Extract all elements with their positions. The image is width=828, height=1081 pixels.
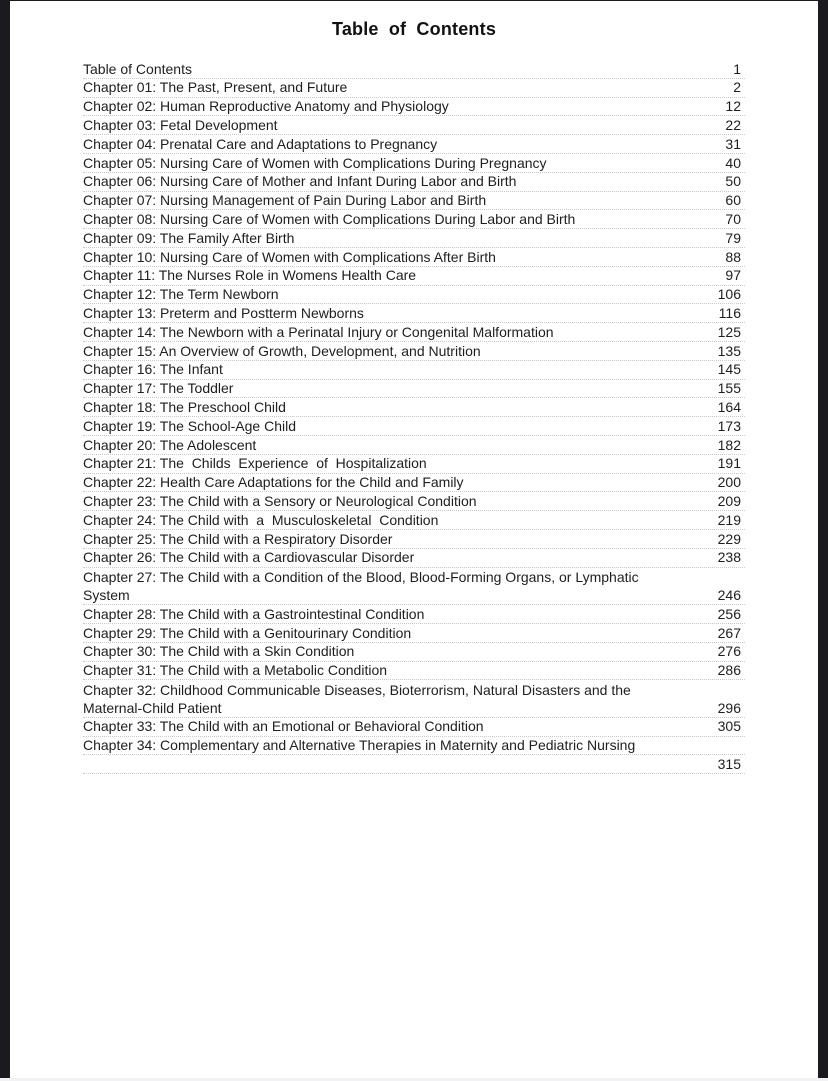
- toc-leader-line: [83, 135, 745, 154]
- toc-leader-line: [83, 755, 745, 774]
- toc-page-number: 116: [718, 304, 741, 321]
- toc-page-number: 219: [717, 511, 741, 528]
- toc-entry-label: Chapter 34: Complementary and Alternative Therapies in Maternity and Pediatric Nursing: [83, 737, 636, 754]
- toc-entry: [83, 361, 745, 380]
- toc-entry: [83, 79, 745, 98]
- toc-entry-label: Chapter 11: The Nurses Role in Womens Health Care: [83, 267, 417, 284]
- toc-page-number: 88: [725, 248, 741, 265]
- toc-entry-label: Chapter 15: An Overview of Growth, Development, and Nutrition: [83, 342, 481, 359]
- toc-page-number: 256: [717, 605, 741, 622]
- toc-entry: [83, 417, 745, 436]
- toc-entry: [83, 398, 745, 417]
- toc-entry-label: Chapter 30: The Child with a Skin Condition: [83, 643, 355, 660]
- toc-entry-label: Chapter 05: Nursing Care of Women with Complications During Pregnancy: [83, 154, 547, 171]
- toc-entry-label: Chapter 09: The Family After Birth: [83, 229, 295, 246]
- toc-page-number: 200: [717, 474, 741, 491]
- toc-entry: [83, 511, 745, 530]
- toc-leader-line: [83, 210, 745, 229]
- toc-entry-label: Chapter 25: The Child with a Respiratory Disorder: [83, 530, 393, 547]
- toc-entry: [83, 624, 745, 643]
- toc-entry-label: Chapter 29: The Child with a Genitourinary Condition: [83, 624, 412, 641]
- page-right-border: [818, 0, 828, 1078]
- toc-page-number: 145: [717, 361, 741, 378]
- toc-entry-label: Chapter 01: The Past, Present, and Future: [83, 79, 348, 96]
- toc-entry: [83, 210, 745, 229]
- toc-leader-line: [83, 699, 745, 718]
- toc-page-number: 31: [725, 135, 741, 152]
- toc-entry-label: Chapter 23: The Child with a Sensory or Neurological Condition: [83, 492, 477, 509]
- toc-entry-label: Chapter 19: The School-Age Child: [83, 417, 296, 434]
- toc-page-number: 238: [717, 549, 741, 566]
- toc-entry: [83, 737, 745, 775]
- toc-entry: [83, 436, 745, 455]
- toc-leader-line: [83, 436, 745, 455]
- toc-leader-line: [83, 192, 745, 211]
- toc-leader-line: [83, 154, 745, 173]
- toc-page-number: 155: [717, 380, 741, 397]
- toc-entry-label-continued: Maternal-Child Patient: [83, 699, 222, 716]
- toc-entry-label: Chapter 10: Nursing Care of Women with Complications After Birth: [83, 248, 496, 265]
- toc-entry: [83, 98, 745, 117]
- toc-entry: [83, 60, 745, 79]
- toc-leader-line: [83, 605, 745, 624]
- toc-page-number: 135: [717, 342, 741, 359]
- toc-entry-label: Chapter 17: The Toddler: [83, 380, 234, 397]
- toc-entry-label: Chapter 02: Human Reproductive Anatomy and Physiology: [83, 98, 449, 115]
- toc-entry-label: Chapter 12: The Term Newborn: [83, 286, 279, 303]
- toc-leader-line: [83, 718, 745, 737]
- toc-entry-label: Chapter 24: The Child with a Musculoskeletal Condition: [83, 511, 439, 528]
- toc-page-number: 276: [717, 643, 741, 660]
- toc-leader-line: [83, 380, 745, 399]
- page-top-border: [0, 0, 828, 1]
- toc-leader-line: [83, 549, 745, 568]
- toc-leader-line: [83, 173, 745, 192]
- page-left-border: [0, 0, 10, 1078]
- toc-entry-label: Chapter 07: Nursing Management of Pain During Labor and Birth: [83, 192, 487, 209]
- toc-leader-line: [83, 286, 745, 305]
- toc-leader-line: [83, 492, 745, 511]
- toc-leader-line: [83, 342, 745, 361]
- toc-entry-label: Chapter 16: The Infant: [83, 361, 223, 378]
- toc-entry-label: Chapter 03: Fetal Development: [83, 116, 278, 133]
- toc-page-number: 246: [717, 586, 741, 603]
- toc-leader-line: [83, 361, 745, 380]
- toc-leader-line: [83, 98, 745, 117]
- toc-page-number: 191: [717, 455, 741, 472]
- toc-entry: [83, 154, 745, 173]
- toc-entry-label: Chapter 33: The Child with an Emotional or Behavioral Condition: [83, 718, 484, 735]
- toc-page-number: 267: [717, 624, 741, 641]
- toc-leader-line: [83, 323, 745, 342]
- toc-entry: [83, 304, 745, 323]
- toc-entry: [83, 286, 745, 305]
- toc-entry-label-continued: System: [83, 586, 130, 603]
- toc-page-number: 70: [725, 210, 741, 227]
- toc-entry-line: [83, 680, 745, 699]
- toc-leader-line: [83, 511, 745, 530]
- toc-entry: [83, 192, 745, 211]
- toc-leader-line: [83, 586, 745, 605]
- toc-page-number: 209: [717, 492, 741, 509]
- toc-leader-line: [83, 304, 745, 323]
- toc-entry-label: Chapter 20: The Adolescent: [83, 436, 257, 453]
- toc-entry: [83, 173, 745, 192]
- toc-entry-label: Chapter 28: The Child with a Gastrointestinal Condition: [83, 605, 425, 622]
- toc-page-number: 79: [725, 229, 741, 246]
- toc-entry: [83, 342, 745, 361]
- toc-page-number: 60: [725, 192, 741, 209]
- toc-entry-label: Chapter 32: Childhood Communicable Diseases, Bioterrorism, Natural Disasters and the: [83, 681, 631, 698]
- toc-leader-line: [83, 116, 745, 135]
- toc-entry-line: [83, 568, 745, 587]
- toc-entry-label: Chapter 26: The Child with a Cardiovascular Disorder: [83, 549, 415, 566]
- toc-entry: [83, 135, 745, 154]
- toc-page-number: 2: [733, 79, 741, 96]
- toc-entry-label: Chapter 31: The Child with a Metabolic Condition: [83, 662, 388, 679]
- toc-entry-label: Chapter 13: Preterm and Postterm Newborns: [83, 304, 364, 321]
- page-title: Table of Contents: [331, 19, 497, 39]
- toc-page-number: 22: [725, 116, 741, 133]
- toc-leader-line: [83, 60, 745, 79]
- toc-page-number: 296: [717, 699, 741, 716]
- toc-entry: [83, 605, 745, 624]
- toc-page-number: 1: [733, 60, 741, 77]
- toc-leader-line: [83, 79, 745, 98]
- toc-entry: [83, 568, 745, 606]
- toc-leader-line: [83, 624, 745, 643]
- toc-entry: [83, 267, 745, 286]
- toc-page-number: 173: [717, 417, 741, 434]
- toc-entry: [83, 680, 745, 718]
- toc-leader-line: [83, 474, 745, 493]
- toc-list: [83, 60, 745, 774]
- toc-entry: [83, 248, 745, 267]
- toc-page-number: 229: [717, 530, 741, 547]
- toc-entry: [83, 643, 745, 662]
- toc-entry: [83, 492, 745, 511]
- toc-entry-label: Chapter 18: The Preschool Child: [83, 398, 286, 415]
- toc-leader-line: [83, 662, 745, 681]
- toc-page-number: 182: [717, 436, 741, 453]
- toc-leader-line: [83, 455, 745, 474]
- toc-page-number: 50: [725, 173, 741, 190]
- toc-entry-line: [83, 737, 745, 756]
- toc-page-number: 125: [717, 323, 741, 340]
- toc-entry-label: Chapter 21: The Childs Experience of Hospitalization: [83, 455, 427, 472]
- toc-entry: [83, 229, 745, 248]
- toc-entry: [83, 455, 745, 474]
- toc-leader-line: [83, 267, 745, 286]
- toc-leader-line: [83, 643, 745, 662]
- toc-page-number: 164: [717, 398, 741, 415]
- toc-entry-label: Chapter 14: The Newborn with a Perinatal Injury or Congenital Malformation: [83, 323, 554, 340]
- toc-page-number: 12: [725, 98, 741, 115]
- toc-page-number: 286: [717, 662, 741, 679]
- toc-entry-label: Chapter 04: Prenatal Care and Adaptations to Pregnancy: [83, 135, 438, 152]
- toc-page-number: 97: [725, 267, 741, 284]
- toc-page-number: 315: [717, 756, 741, 773]
- toc-page-number: 40: [725, 154, 741, 171]
- toc-page-number: 305: [717, 718, 741, 735]
- toc-entry: [83, 549, 745, 568]
- toc-leader-line: [83, 248, 745, 267]
- toc-entry-label: Chapter 27: The Child with a Condition of the Blood, Blood-Forming Organs, or Lymphatic: [83, 569, 639, 586]
- toc-entry: [83, 380, 745, 399]
- toc-entry: [83, 530, 745, 549]
- toc-entry: [83, 116, 745, 135]
- toc-entry-label: Chapter 22: Health Care Adaptations for the Child and Family: [83, 474, 464, 491]
- toc-entry-label: Chapter 08: Nursing Care of Women with Complications During Labor and Birth: [83, 210, 576, 227]
- toc-entry-label: Chapter 06: Nursing Care of Mother and Infant During Labor and Birth: [83, 173, 517, 190]
- toc-leader-line: [83, 398, 745, 417]
- toc-entry: [83, 474, 745, 493]
- toc-entry-label: Table of Contents: [83, 60, 192, 77]
- toc-page-number: 106: [717, 286, 741, 303]
- toc-entry: [83, 323, 745, 342]
- toc-leader-line: [83, 530, 745, 549]
- toc-leader-line: [83, 229, 745, 248]
- toc-entry: [83, 662, 745, 681]
- toc-leader-line: [83, 417, 745, 436]
- toc-entry: [83, 718, 745, 737]
